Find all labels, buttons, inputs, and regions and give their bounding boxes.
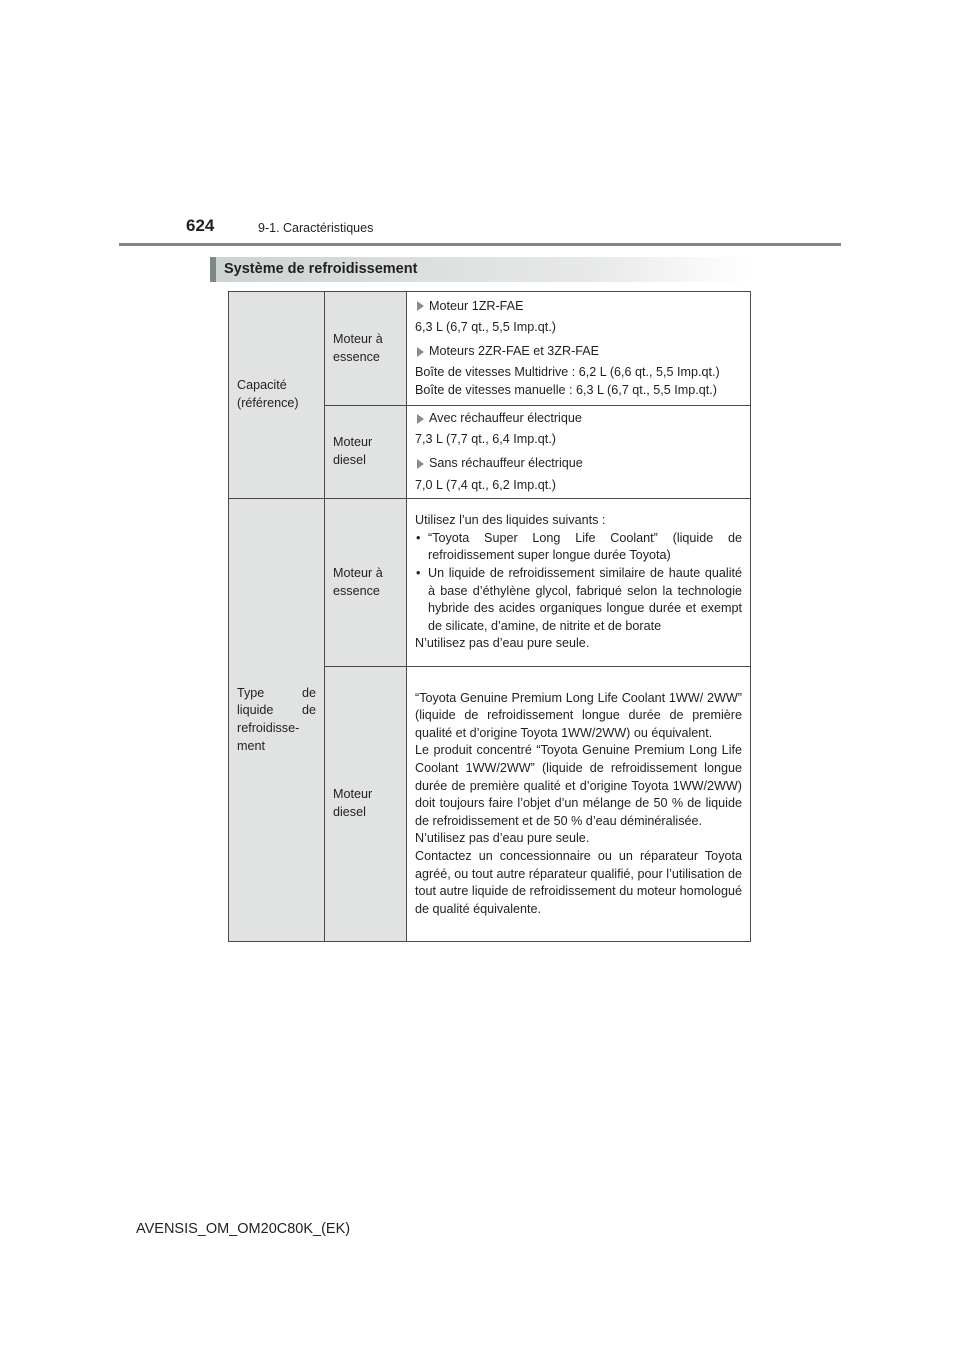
coolant-type-label: liquide de <box>237 703 316 718</box>
diesel-engine-label: Moteur diesel <box>325 667 407 942</box>
triangle-bullet-icon <box>417 301 424 311</box>
coolant-type-label-cell <box>229 499 325 942</box>
diesel-coolant-text <box>407 667 751 942</box>
capacity-value: 6,3 L (6,7 qt., 5,5 Imp.qt.) <box>415 320 556 335</box>
section-heading-bar <box>210 257 750 282</box>
coolant-note: N’utilisez pas d’eau pure seule. <box>415 636 590 651</box>
coolant-paragraph: Le produit concentré “Toyota Genuine Premium Long Life Coolant 1WW/2WW” (liquide de refroidissement longue durée de première qualité et d’origine Toyota 1WW/2WW) doit toujours faire l’objet d’un mélange de 50 % de liquide de refroidissement et de 50 % d’eau déminéralisée. <box>415 743 742 828</box>
table-row <box>229 499 751 667</box>
coolant-paragraph: N’utilisez pas d’eau pure seule. <box>415 831 590 846</box>
petrol-engine-label: Moteur à essence <box>325 499 407 667</box>
heading-accent <box>210 257 216 282</box>
section-title: 9-1. Caractéristiques <box>258 221 374 235</box>
list-item: Sans réchauffeur électrique <box>415 455 742 473</box>
capacity-label: Capacité <box>237 378 287 393</box>
petrol-capacity-values <box>407 292 751 406</box>
petrol-coolant-text <box>407 499 751 667</box>
coolant-intro: Utilisez l’un des liquides suivants : <box>415 513 606 528</box>
coolant-paragraph: “Toyota Genuine Premium Long Life Coolant 1WW/ 2WW” (liquide de refroidissement longue durée de première qualité et d’origine Toyota 1WW/2WW) ou équivalent. <box>415 690 742 740</box>
capacity-label-cell <box>229 292 325 499</box>
document-code-footer: AVENSIS_OM_OM20C80K_(EK) <box>136 1221 351 1237</box>
coolant-type-label: Type de <box>237 685 316 700</box>
diesel-engine-label: Moteur diesel <box>325 406 407 499</box>
coolant-paragraph: Contactez un concessionnaire ou un réparateur Toyota agréé, ou tout autre réparateur qualifié, pour l’utilisation de tout autre liquide de refroidissement du moteur homologué de qualité équivalente. <box>415 848 742 916</box>
coolant-spec-table <box>228 291 751 942</box>
list-item: • Un liquide de refroidissement similaire de haute qualité à base d’éthylène glycol, fabriqué selon la technologie hybride des acides organiques longue durée et exempt de silicate, d’amine, de nitrite et de borate <box>415 565 742 635</box>
header-divider <box>119 243 841 246</box>
triangle-bullet-icon <box>417 414 424 424</box>
list-item: Moteur 1ZR-FAE <box>415 298 742 316</box>
coolant-options-list <box>415 530 742 636</box>
capacity-value: Boîte de vitesses Multidrive : 6,2 L (6,6 qt., 5,5 Imp.qt.) <box>415 365 720 380</box>
diesel-capacity-values <box>407 406 751 499</box>
triangle-bullet-icon <box>417 347 424 357</box>
list-item: • “Toyota Super Long Life Coolant” (liquide de refroidissement super longue durée Toyota) <box>415 530 742 565</box>
capacity-value: 7,3 L (7,7 qt., 6,4 Imp.qt.) <box>415 432 556 447</box>
section-heading: Système de refroidissement <box>224 261 418 277</box>
list-item: Moteurs 2ZR-FAE et 3ZR-FAE <box>415 343 742 361</box>
capacity-value: Boîte de vitesses manuelle : 6,3 L (6,7 qt., 5,5 Imp.qt.) <box>415 382 717 397</box>
table-row <box>229 292 751 406</box>
petrol-engine-label: Moteur à essence <box>325 292 407 406</box>
page-number: 624 <box>186 216 215 235</box>
coolant-type-label: ment <box>237 738 265 753</box>
list-item: Avec réchauffeur électrique <box>415 410 742 428</box>
capacity-value: 7,0 L (7,4 qt., 6,2 Imp.qt.) <box>415 477 556 492</box>
triangle-bullet-icon <box>417 459 424 469</box>
capacity-label-ref: (référence) <box>237 396 299 410</box>
coolant-type-label: refroidisse- <box>237 721 300 735</box>
